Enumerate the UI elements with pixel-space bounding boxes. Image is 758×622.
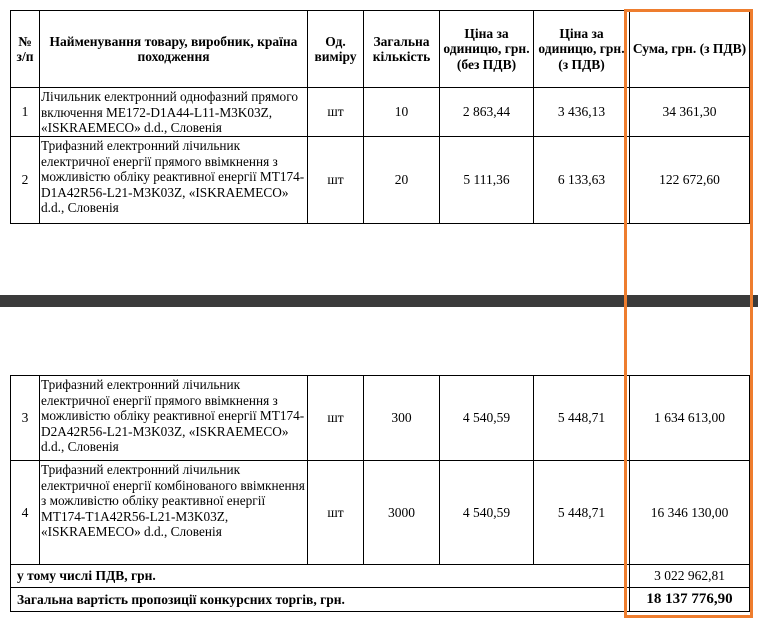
row-price-no-vat: 4 540,59 — [440, 461, 534, 565]
row-name: Лічильник електронний однофазний прямого включення МЕ172-D1A44-L11-M3K03Z, «ISKRAEMECO» d.d., Словенія — [40, 88, 308, 137]
header-qty: Загальна кількість — [364, 11, 440, 88]
row-price-vat: 5 448,71 — [534, 461, 630, 565]
row-price-no-vat: 2 863,44 — [440, 88, 534, 137]
row-unit: шт — [308, 376, 364, 461]
row-unit: шт — [308, 461, 364, 565]
row-price-vat: 6 133,63 — [534, 137, 630, 224]
vat-row — [11, 565, 750, 588]
row-sum: 34 361,30 — [630, 88, 750, 137]
row-unit: шт — [308, 137, 364, 224]
header-price-vat: Ціна за одиницю, грн. (з ПДВ) — [534, 11, 630, 88]
table-row — [11, 461, 750, 565]
table-row — [11, 137, 750, 224]
header-name: Найменування товару, виробник, країна походження — [40, 11, 308, 88]
vat-label: у тому числі ПДВ, грн. — [11, 565, 630, 588]
price-table-top — [10, 10, 750, 224]
row-name: Трифазний електронний лічильник електричної енергії комбінованого ввімкнення з можливістю обліку реактивної енергії МТ174-T1A42R56-L21-M3K03Z, «ISKRAEMECO» d.d., Словенія — [40, 461, 308, 565]
row-qty: 20 — [364, 137, 440, 224]
header-num: № з/п — [11, 11, 40, 88]
row-price-no-vat: 4 540,59 — [440, 376, 534, 461]
total-value: 18 137 776,90 — [630, 588, 750, 612]
vat-value: 3 022 962,81 — [630, 565, 750, 588]
total-row — [11, 588, 750, 612]
row-num: 2 — [11, 137, 40, 224]
header-sum: Сума, грн. (з ПДВ) — [630, 11, 750, 88]
page-break-divider — [0, 295, 758, 307]
price-table-bottom — [10, 375, 750, 612]
table-header-row — [11, 11, 750, 88]
row-price-vat: 5 448,71 — [534, 376, 630, 461]
row-qty: 300 — [364, 376, 440, 461]
row-num: 3 — [11, 376, 40, 461]
total-label: Загальна вартість пропозиції конкурсних торгів, грн. — [11, 588, 630, 612]
header-price-no-vat: Ціна за одиницю, грн. (без ПДВ) — [440, 11, 534, 88]
row-num: 4 — [11, 461, 40, 565]
row-qty: 10 — [364, 88, 440, 137]
row-unit: шт — [308, 88, 364, 137]
row-qty: 3000 — [364, 461, 440, 565]
row-name: Трифазний електронний лічильник електричної енергії прямого ввімкнення з можливістю обліку реактивної енергії МТ174-D2A42R56-L21-M3K03Z, «ISKRAEMECO» d.d., Словенія — [40, 376, 308, 461]
row-name: Трифазний електронний лічильник електричної енергії прямого ввімкнення з можливістю обліку реактивної енергії МТ174-D1A42R56-L21-M3K03Z, «ISKRAEMECO» d.d., Словенія — [40, 137, 308, 224]
row-price-vat: 3 436,13 — [534, 88, 630, 137]
row-price-no-vat: 5 111,36 — [440, 137, 534, 224]
table-row — [11, 88, 750, 137]
row-sum: 1 634 613,00 — [630, 376, 750, 461]
row-sum: 16 346 130,00 — [630, 461, 750, 565]
table-row — [11, 376, 750, 461]
row-sum: 122 672,60 — [630, 137, 750, 224]
header-unit: Од. виміру — [308, 11, 364, 88]
row-num: 1 — [11, 88, 40, 137]
